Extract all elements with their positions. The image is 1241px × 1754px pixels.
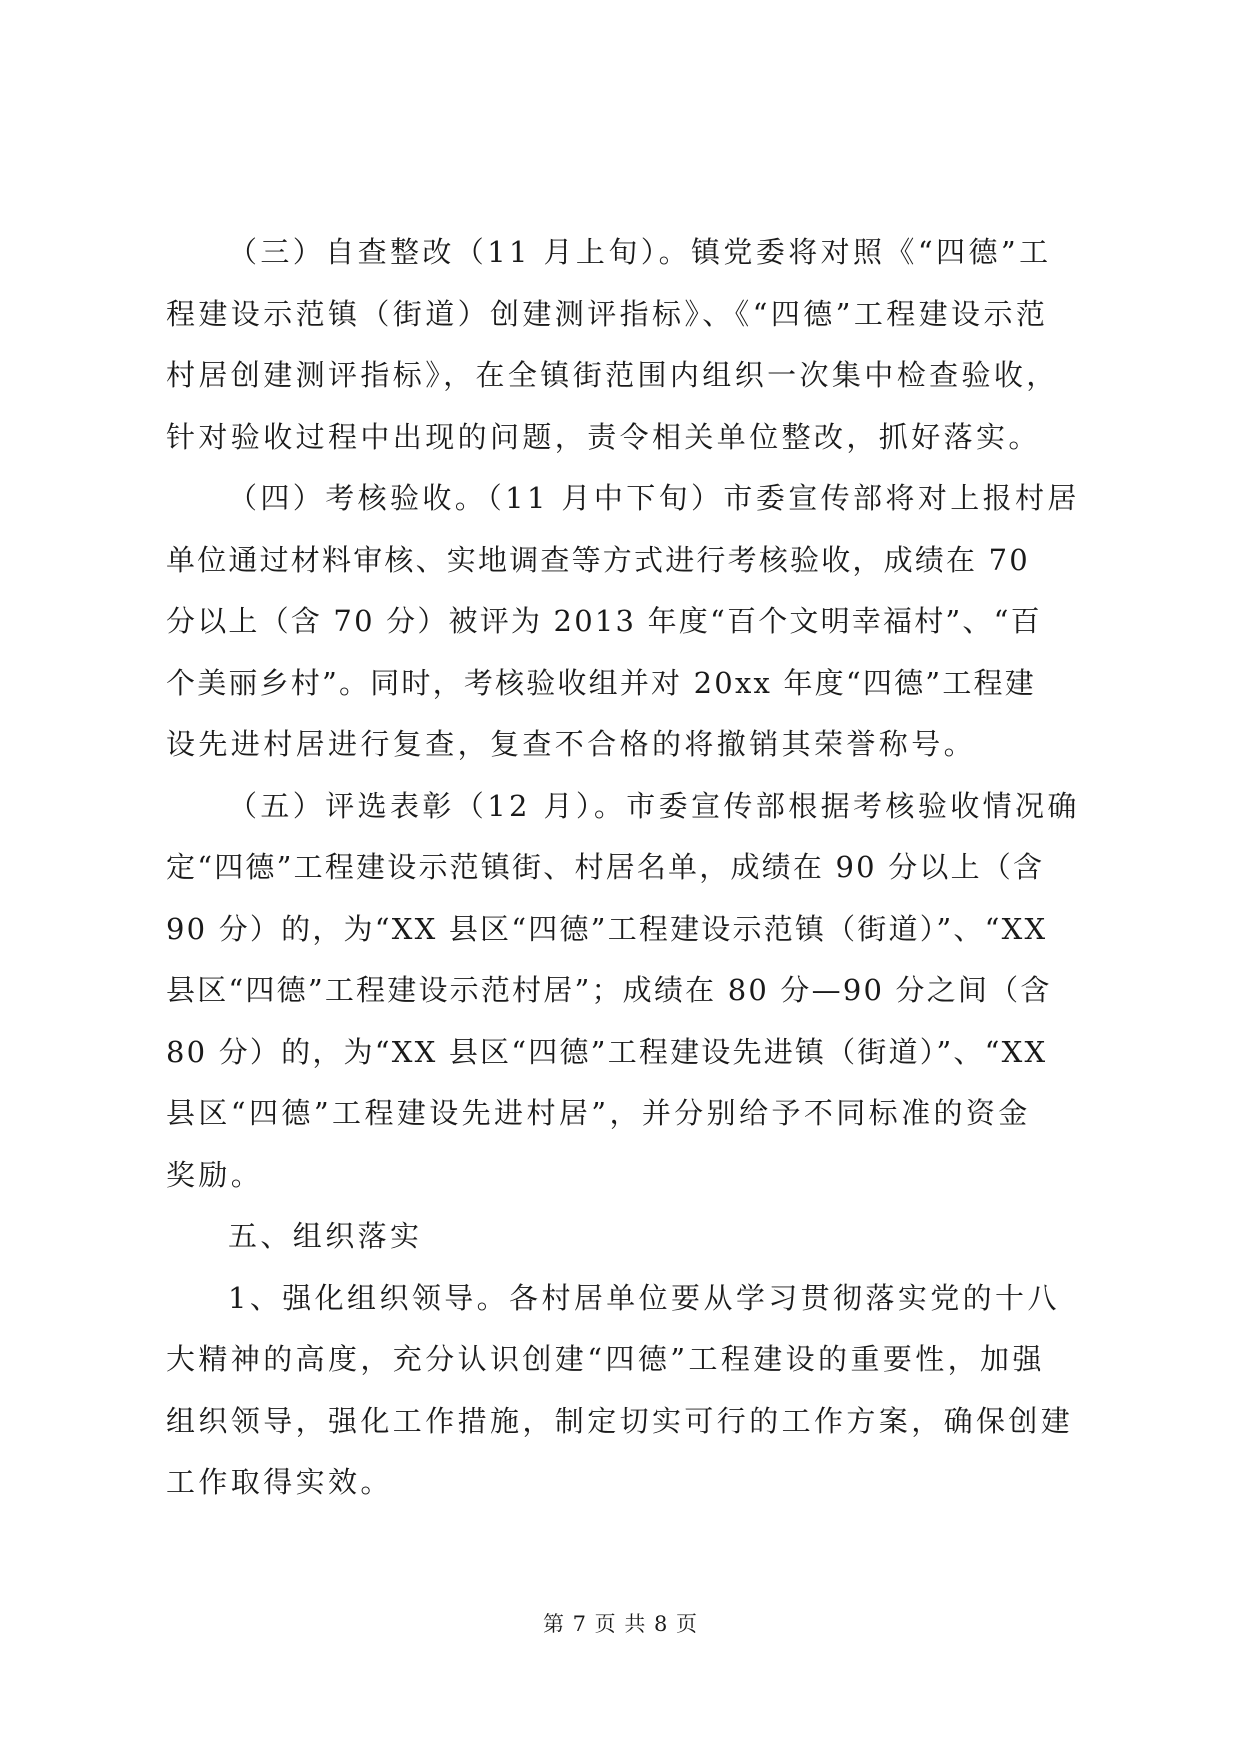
text-line: 单位通过材料审核、实地调查等方式进行考核验收，成绩在 70 — [166, 542, 1030, 577]
text-line: 针对验收过程中出现的问题，责令相关单位整改，抓好落实。 — [166, 419, 1041, 454]
text-line: 个美丽乡村”。同时，考核验收组并对 20xx 年度“四德”工程建 — [166, 665, 1036, 700]
section-heading: 五、组织落实 — [228, 1219, 423, 1253]
text-line: 村居创建测评指标》，在全镇街范围内组织一次集中检查验收， — [166, 358, 1059, 392]
text-line: （四）考核验收。（11 月中下旬）市委宣传部将对上报村居 — [228, 481, 1080, 515]
text-line: （三）自查整改（11 月上旬）。镇党委将对照《“四德”工 — [228, 235, 1052, 269]
text-line: 县区“四德”工程建设先进村居”，并分别给予不同标准的资金 — [166, 1096, 1031, 1130]
text-line: 80 分）的，为“XX 县区“四德”工程建设先进镇（街道）”、“XX — [166, 1034, 1048, 1069]
text-line: 分以上（含 70 分）被评为 2013 年度“百个文明幸福村”、“百 — [166, 604, 1042, 638]
text-line: 县区“四德”工程建设示范村居”；成绩在 80 分—90 分之间（含 — [166, 973, 1052, 1007]
text-line: 奖励。 — [166, 1157, 264, 1192]
text-line: 组织领导，强化工作措施，制定切实可行的工作方案，确保创建 — [166, 1403, 1074, 1438]
text-line: 90 分）的，为“XX 县区“四德”工程建设示范镇（街道）”、“XX — [166, 911, 1048, 946]
text-line: 工作取得实效。 — [166, 1465, 393, 1499]
text-line: 设先进村居进行复查，复查不合格的将撤销其荣誉称号。 — [166, 727, 977, 761]
text-line: 定“四德”工程建设示范镇街、村居名单，成绩在 90 分以上（含 — [166, 850, 1045, 884]
page-number-footer: 第 7 页 共 8 页 — [542, 1612, 699, 1636]
document-body — [166, 222, 1096, 1514]
text-line: （五）评选表彰（12 月）。市委宣传部根据考核验收情况确 — [228, 788, 1080, 823]
text-line: 大精神的高度，充分认识创建“四德”工程建设的重要性，加强 — [166, 1342, 1045, 1376]
text-line: 1、强化组织领导。各村居单位要从学习贯彻落实党的十八 — [228, 1280, 1060, 1315]
text-line: 程建设示范镇（街道）创建测评指标》、《“四德”工程建设示范 — [166, 296, 1049, 331]
